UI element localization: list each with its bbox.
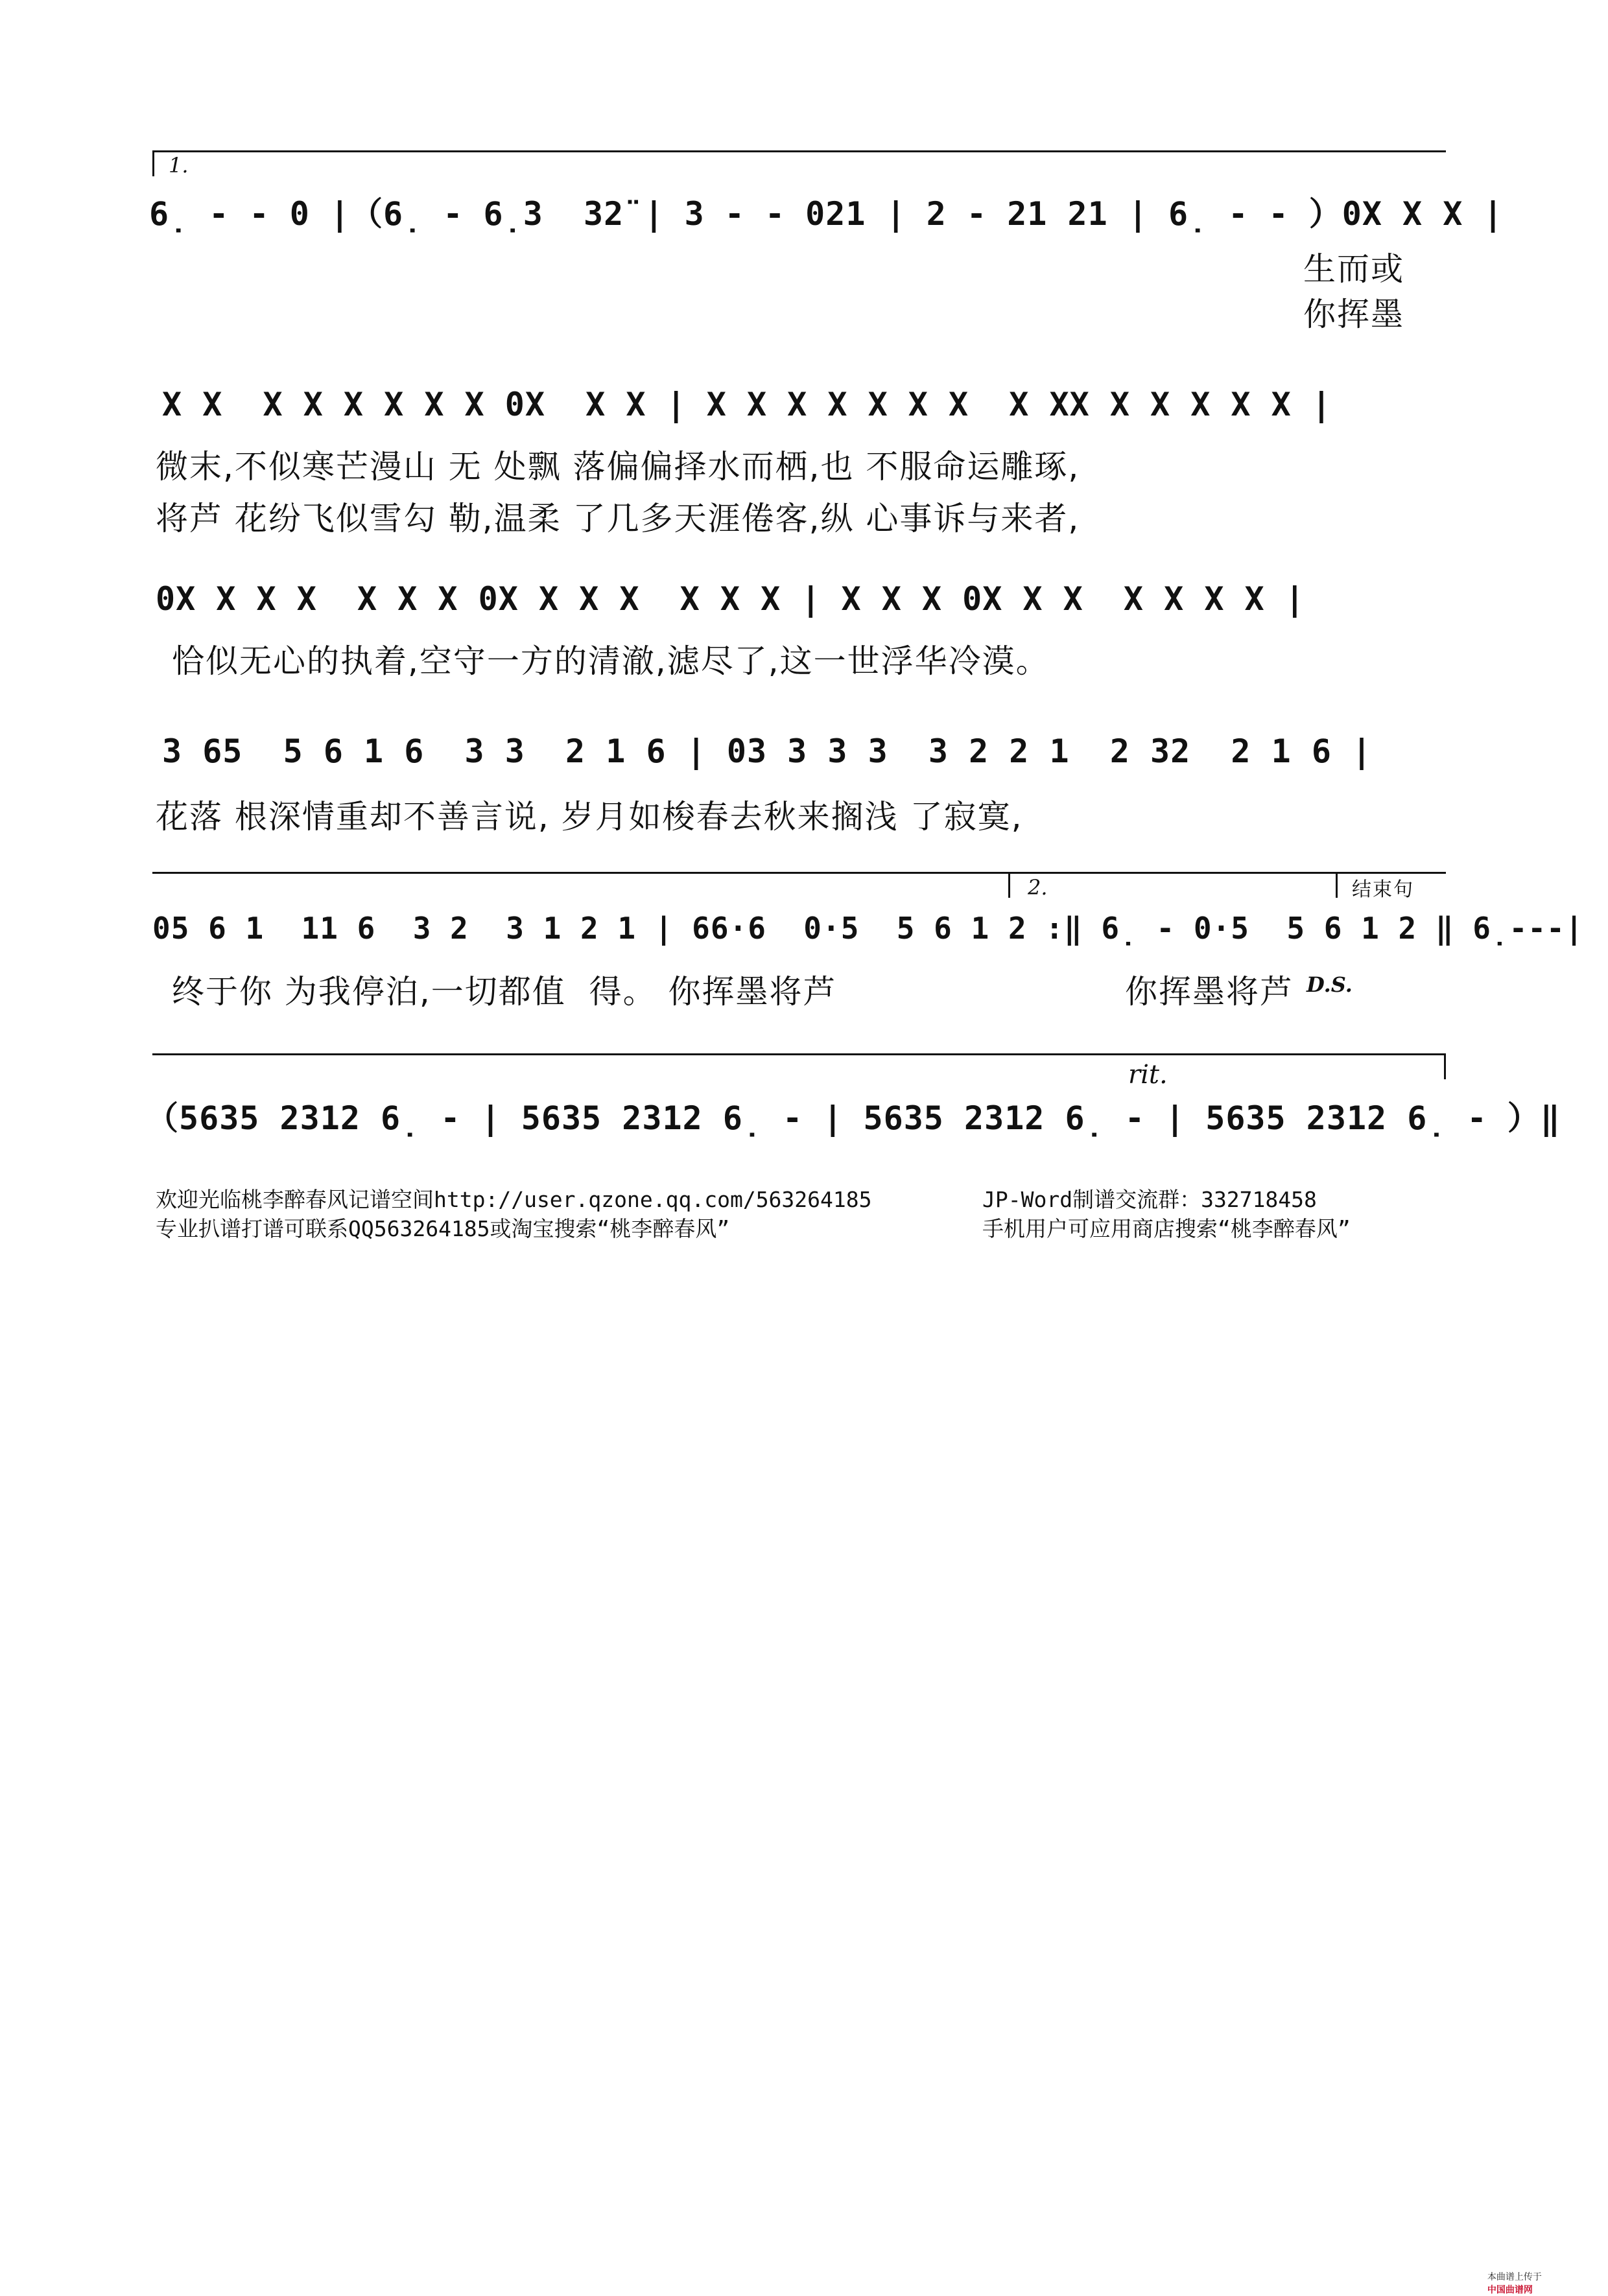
notation-line-4: 3 65 5 6 1 6 3 3 2 1 6 | 03 3 3 3 3 2 2 1 2 32 2 1 6 | (162, 732, 1373, 770)
volta-1-bracket (152, 150, 1446, 152)
volta-1-hook (152, 150, 154, 176)
footer-website: 欢迎光临桃李醉春风记谱空间http://user.qzone.qq.com/563264185 (156, 1187, 872, 1212)
notation-line-2: X X X X X X X X 0X X X | X X X X X X X X XX X X X X X | (162, 386, 1332, 423)
notation-line-6: （5635 2312 6̣ - | 5635 2312 6̣ - | 5635 2312 6̣ - | 5635 2312 6̣ - ）‖ (146, 1099, 1561, 1137)
rit-marking: rit. (1128, 1060, 1168, 1090)
ds-marking: D.S. (1306, 972, 1353, 997)
lyric-line-5a: 终于你 为我停泊,一切都值 得。 你挥墨将芦 (172, 973, 837, 1011)
upload-watermark (1482, 2260, 1542, 2296)
lyric-verse-1-line-2: 微末,不似寒芒漫山 无 处飘 落偏偏择水而栖,也 不服命运雕琢, (156, 448, 1080, 486)
watermark-text: 本曲谱上传于 (1487, 2272, 1542, 2282)
lyric-line-5b: 你挥墨将芦 (1125, 973, 1294, 1011)
lyric-line-3: 恰似无心的执着,空守一方的清澈,滤尽了,这一世浮华冷漠。 (172, 642, 1050, 680)
outro-bracket-hook (1444, 1053, 1446, 1079)
footer-qq-group: JP-Word制谱交流群：332718458 (982, 1187, 1317, 1212)
footer-mobile: 手机用户可应用商店搜索“桃李醉春风” (982, 1216, 1351, 1241)
notation-line-5: 05 6 1 11 6 3 2 3 1 2 1 | 66·6 0·5 5 6 1 2 :‖ 6̣ - 0·5 5 6 1 2 ‖ 6̣---| (152, 911, 1584, 946)
volta-2-label: 2. (1028, 875, 1048, 900)
watermark-brand: 中国曲谱网 (1487, 2285, 1533, 2295)
lyric-verse-2-line-1: 你挥墨 (1303, 296, 1404, 333)
lyric-line-4: 花落 根深情重却不善言说, 岁月如梭春去秋来搁浅 了寂寞, (156, 798, 1023, 836)
ending-label: 结束句 (1352, 878, 1414, 901)
footer-contact: 专业扒谱打谱可联系QQ563264185或淘宝搜索“桃李醉春风” (156, 1216, 730, 1241)
volta-bracket-line (152, 872, 1446, 874)
notation-line-3: 0X X X X X X X 0X X X X X X X | X X X 0X X X X X X X | (156, 580, 1305, 618)
volta-1-label: 1. (169, 153, 189, 178)
ending-hook (1336, 872, 1338, 898)
lyric-verse-1-line-1: 生而或 (1303, 250, 1404, 288)
notation-line-1: 6̣ - - 0 |（6̣ - 6̣3 32̈ | 3 - - 021 | 2 - 21 21 | 6̣ - - ）0X X X | (149, 195, 1504, 233)
outro-bracket (152, 1053, 1446, 1055)
volta-2-hook (1008, 872, 1010, 898)
lyric-verse-2-line-2: 将芦 花纷飞似雪勾 勒,温柔 了几多天涯倦客,纵 心事诉与来者, (156, 500, 1080, 537)
